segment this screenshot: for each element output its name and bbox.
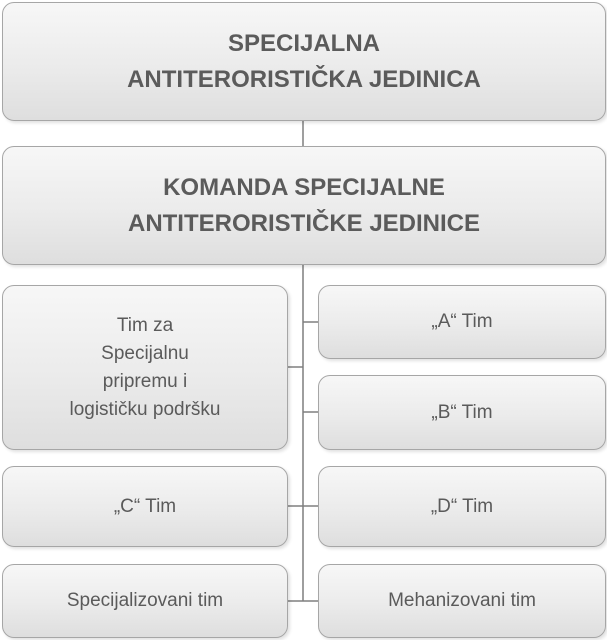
node-logistics-team	[2, 285, 288, 450]
node-label: SPECIJALNA ANTITERORISTIČKA JEDINICA	[127, 29, 481, 93]
node-label: „B“ Tim	[431, 401, 493, 423]
node-komanda	[2, 146, 606, 265]
node-label: „C“ Tim	[113, 495, 177, 517]
node-team-d	[318, 466, 606, 547]
node-team-c	[2, 466, 288, 547]
node-team-a	[318, 285, 606, 359]
node-specijalna-antiteroristicka-jedinica	[2, 2, 606, 121]
node-mechanized-team	[318, 564, 606, 638]
node-label: Specijalizovani tim	[66, 590, 224, 611]
node-label: KOMANDA SPECIJALNE ANTITERORISTIČKE JEDINICE	[127, 173, 481, 237]
node-label: „D“ Tim	[430, 495, 494, 517]
node-label: Tim za Specijalnu pripremu i logističku podršku	[69, 314, 221, 420]
node-team-b	[318, 375, 606, 450]
node-label: „A“ Tim	[431, 311, 493, 332]
node-specialized-team	[2, 564, 288, 638]
node-label: Mehanizovani tim	[388, 590, 536, 611]
